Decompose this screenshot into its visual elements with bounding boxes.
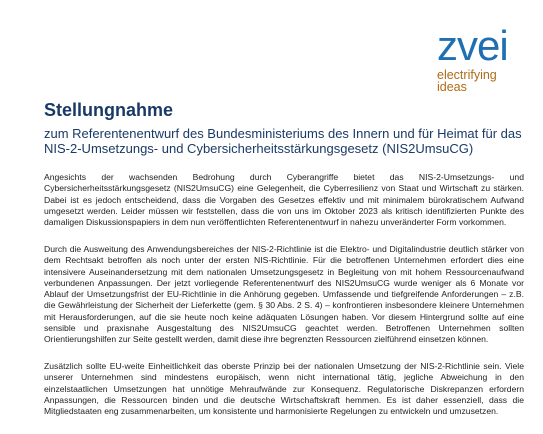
paragraph-scope: Durch die Ausweitung des Anwendungsbereiches der NIS-2-Richtlinie ist die Elektro- und Digitalindustrie deutlich stärker von dem Rechtsakt betroffen als noch unter der ersten NIS-Richtlinie. Für die betroffenen Unternehmen erfordert dies eine intensivere Auseinandersetzung mit dem nationalen Umsetzungsgesetz in Begleitung von mit hohem Ressourcenaufwand verbundenen Anpassungen. Der jetzt vorliegende Referentenentwurf des NIS2UmsuCG wurde weniger als 6 Monate vor Ablauf der Umsetzungsfrist der EU-Richtlinie in die Anhörung gegeben. Umfassende und tiefgreifende Anforderungen – z.B. die Gewährleistung der Sicherheit der Lieferkette (gem. § 30 Abs. 2 S. 4) – konfrontieren insbesondere kleinere Unternehmen mit Herausforderungen, auf die sie heute noch keine adäquaten Lösungen haben. Vor diesem Hintergrund sollte auf eine sensible und praxisnahe Ausgestaltung des NIS2UmsuCG geachtet werden. Betroffenen Unternehmen sollten Orientierungshilfen zur Seite gestellt werden, damit diese ihre begrenzten Ressourcen zielführend einsetzen können. (44, 244, 524, 345)
document-title: Stellungnahme (44, 100, 174, 120)
paragraph-harmonization: Zusätzlich sollte EU-weite Einheitlichkeit das oberste Prinzip bei der nationalen Umsetzung der NIS-2-Richtlinie sein. Viele unserer Unternehmen sind mindestens europäisch, wenn nicht international tätig, jegliche Abweichung in den einzelstaatlichen Umsetzungen hat unnötige Mehraufwände zur Konsequenz. Regulatorische Diskrepanzen erfordern Anpassungen, die Ressourcen binden und die deutsche Wirtschaftskraft hemmen. Es ist daher essenziell, dass die Mitgliedstaaten eng zusammenarbeiten, um konsistente und harmonisierte Regelungen zu entwickeln und umzusetzen. (44, 361, 524, 417)
paragraph-intro: Angesichts der wachsenden Bedrohung durch Cyberangriffe bietet das NIS-2-Umsetzungs- und Cybersicherheitsstärkungsgesetz (NIS2UmsuCG) eine Gelegenheit, die Cyberresilienz von Staat und Wirtschaft zu stärken. Dabei ist es jedoch entscheidend, dass die Vorgaben des Gesetzes effektiv und mit minimalem bürokratischem Aufwand umgesetzt werden. Leider müssen wir feststellen, dass die von uns im Oktober 2023 als kritisch identifizierten Punkte des damaligen Diskussionspapiers in dem nun veröffentlichten Referentenentwurf in nahezu unveränderter Form vorkommen. (44, 172, 524, 228)
logo-tagline-line2: ideas (437, 80, 467, 94)
logo-wordmark: zvei (437, 22, 508, 69)
document-subtitle: zum Referentenentwurf des Bundesministeriums des Innern und für Heimat für das NIS-2-Umsetzungs- und Cybersicherheitsstärkungsgesetz (NIS2UmsuCG) (44, 126, 522, 156)
logo-tagline-line1: electrifying (437, 68, 497, 82)
zvei-logo (437, 22, 527, 94)
